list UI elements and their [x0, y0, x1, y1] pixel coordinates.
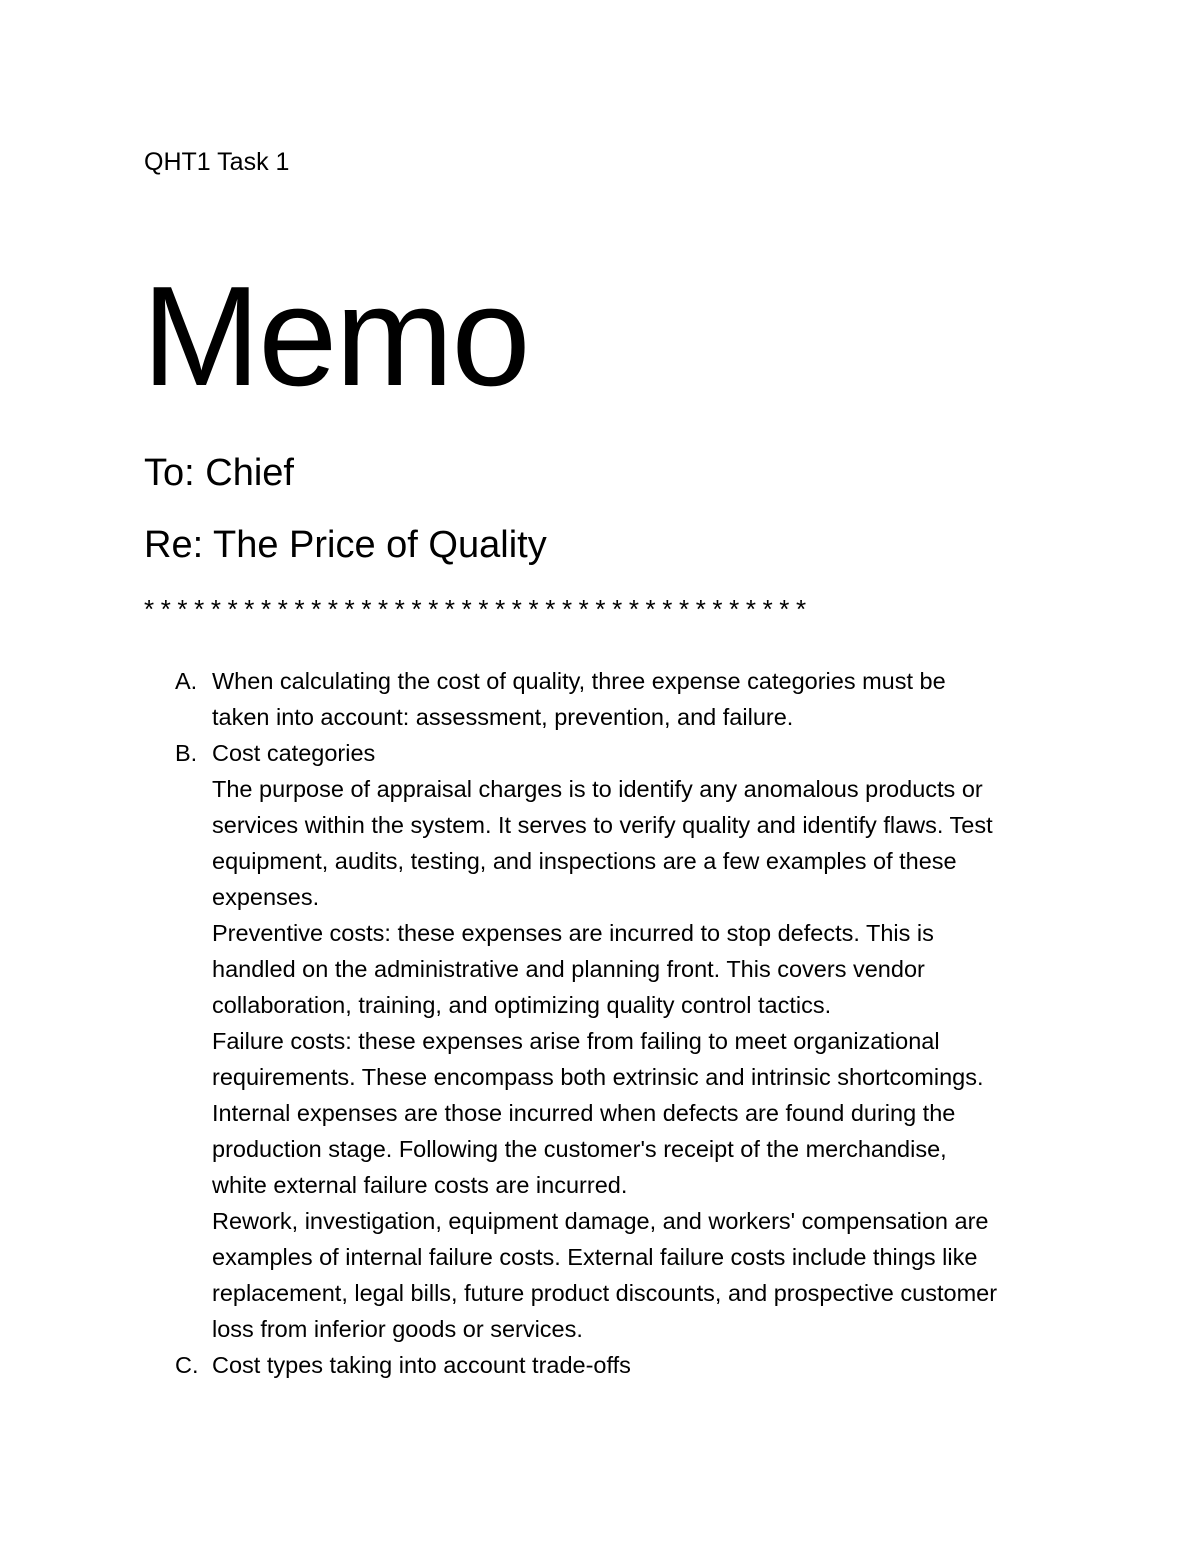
list-item-text: Rework, investigation, equipment damage, and workers' compensation are — [212, 1208, 989, 1234]
list-item-text: white external failure costs are incurred. — [212, 1172, 628, 1198]
list-item-text: loss from inferior goods or services. — [212, 1316, 583, 1342]
list-item-text: Failure costs: these expenses arise from failing to meet organizational — [212, 1028, 940, 1054]
list-item-text: Cost types taking into account trade-offs — [212, 1352, 631, 1378]
list-item-c — [175, 1347, 1075, 1383]
list-item-text: Preventive costs: these expenses are incurred to stop defects. This is — [212, 920, 934, 946]
list-item-text: services within the system. It serves to verify quality and identify flaws. Test — [212, 812, 993, 838]
list-item-text: production stage. Following the customer's receipt of the merchandise, — [212, 1136, 947, 1162]
memo-title: Memo — [142, 257, 529, 416]
list-item-text: Cost categories — [212, 740, 376, 766]
list-item-a — [175, 663, 1075, 735]
list-marker: A. — [175, 668, 198, 694]
list-marker: B. — [175, 740, 198, 766]
memo-subject-line: Re: The Price of Quality — [144, 524, 547, 566]
list-item-text: requirements. These encompass both extrinsic and intrinsic shortcomings. — [212, 1064, 984, 1090]
list-item-text: When calculating the cost of quality, three expense categories must be — [212, 668, 946, 694]
list-item-text: handled on the administrative and planning front. This covers vendor — [212, 956, 925, 982]
list-item-text: collaboration, training, and optimizing quality control tactics. — [212, 992, 832, 1018]
list-marker: C. — [175, 1352, 199, 1378]
list-item-text: Internal expenses are those incurred when defects are found during the — [212, 1100, 956, 1126]
asterisk-separator: **************************************** — [144, 594, 813, 624]
memo-to-line: To: Chief — [144, 452, 294, 494]
list-item-text: The purpose of appraisal charges is to identify any anomalous products or — [212, 776, 983, 802]
list-item-text: equipment, audits, testing, and inspections are a few examples of these — [212, 848, 957, 874]
list-item-b — [175, 735, 1075, 1347]
memo-list — [175, 663, 1075, 1383]
list-item-text: replacement, legal bills, future product discounts, and prospective customer — [212, 1280, 998, 1306]
course-task-label: QHT1 Task 1 — [144, 148, 290, 176]
list-item-text: taken into account: assessment, prevention, and failure. — [212, 704, 794, 730]
list-item-text: examples of internal failure costs. External failure costs include things like — [212, 1244, 978, 1270]
list-item-text: expenses. — [212, 884, 320, 910]
